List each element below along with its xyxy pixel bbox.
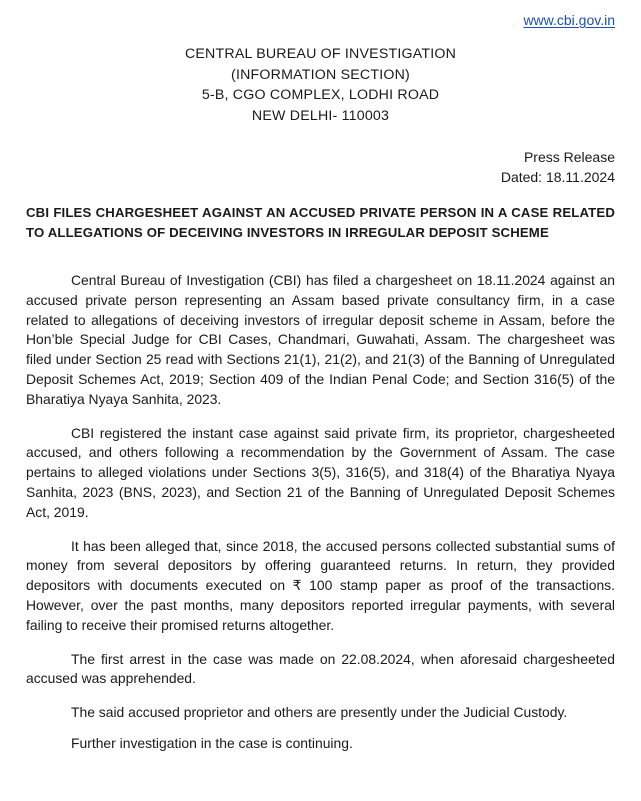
website-link[interactable]: www.cbi.gov.in [523, 12, 615, 28]
headline: CBI FILES CHARGESHEET AGAINST AN ACCUSED PRIVATE PERSON IN A CASE RELATED TO ALLEGATIONS OF DECEIVING INVESTORS IN IRREGULAR DEPOSIT SCHEME [26, 205, 615, 240]
letterhead [0, 44, 641, 126]
city-line: NEW DELHI- 110003 [251, 107, 390, 124]
release-date: Dated: 18.11.2024 [500, 169, 615, 185]
release-body [26, 271, 615, 765]
paragraph-arrest: The first arrest in the case was made on 22.08.2024, when aforesaid chargesheeted accused was apprehended. [26, 650, 615, 687]
release-info [501, 147, 615, 187]
section-name: (INFORMATION SECTION) [231, 66, 410, 83]
paragraph-allegations: It has been alleged that, since 2018, the accused persons collected substantial sums of money from several depositors by offering guaranteed returns. In return, they provided depositors with documents executed on ₹ 100 stamp paper as proof of the transactions. However, over the past months, many depositors reported irregular payments, with several failing to receive their promised returns altogether. [26, 537, 615, 633]
paragraph-investigation: Further investigation in the case is continuing. [71, 734, 353, 751]
organization-name: CENTRAL BUREAU OF INVESTIGATION [184, 46, 457, 62]
paragraph-custody: The said accused proprietor and others are presently under the Judicial Custody. [71, 704, 568, 721]
paragraph-intro: Central Bureau of Investigation (CBI) has filed a chargesheet on 18.11.2024 against an accused private person representing an Assam based private consultancy firm, in a case related to allegations of deceiving investors of irregular deposit scheme in Assam, before the Hon’ble Special Judge for CBI Cases, Chandmari, Guwahati, Assam. The chargesheet was filed under Section 25 read with Sections 21(1), 21(2), and 21(3) of the Banning of Unregulated Deposit Schemes Act, 2019; Section 409 of the Indian Penal Code; and Section 316(5) of the Bharatiya Nyaya Sanhita, 2023. [26, 272, 615, 407]
release-type: Press Release [523, 149, 615, 165]
address-line: 5-B, CGO COMPLEX, LODHI ROAD [201, 87, 440, 103]
paragraph-case-registration: CBI registered the instant case against said private firm, its proprietor, chargesheeted accused, and others following a recommendation by the Government of Assam. The case pertains to alleged violations under Sections 3(5), 316(5), and 318(4) of the Bharatiya Nyaya Sanhita, 2023 (BNS, 2023), and Section 21 of the Banning of Unregulated Deposit Schemes Act, 2019. [26, 424, 615, 520]
